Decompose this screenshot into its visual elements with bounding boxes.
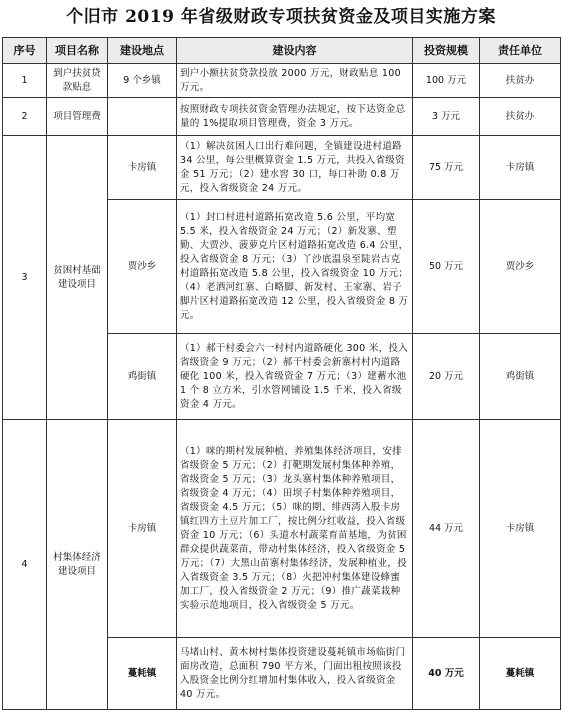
table-row	[3, 98, 561, 136]
row-amount: 20 万元	[413, 334, 480, 420]
page-title: 个旧市 2019 年省级财政专项扶贫资金及项目实施方案	[66, 7, 496, 27]
row-unit: 贾沙乡	[480, 200, 561, 334]
row-unit: 扶贫办	[480, 98, 561, 136]
row-location: 卡房镇	[108, 420, 177, 638]
row-location	[108, 98, 177, 136]
header-location: 建设地点	[108, 38, 177, 64]
row-location: 鸡街镇	[108, 334, 177, 420]
row-amount: 40 万元	[413, 638, 480, 710]
row-seq: 4	[3, 420, 47, 710]
row-unit: 卡房镇	[480, 136, 561, 200]
row-unit: 卡房镇	[480, 420, 561, 638]
header-amount: 投资规模	[413, 38, 480, 64]
row-seq: 3	[3, 136, 47, 420]
row-amount: 75 万元	[413, 136, 480, 200]
row-amount: 44 万元	[413, 420, 480, 638]
row-name: 到户扶贫贷款贴息	[47, 64, 108, 98]
row-name: 贫困村基础建设项目	[47, 136, 108, 420]
row-amount: 50 万元	[413, 200, 480, 334]
row-amount: 100 万元	[413, 64, 480, 98]
header-content: 建设内容	[177, 38, 413, 64]
header-name: 项目名称	[47, 38, 108, 64]
row-location: 卡房镇	[108, 136, 177, 200]
row-content: 按照财政专项扶贫资金管理办法规定，按下达资金总量的 1%提取项目管理费，资金 3 万元。	[177, 98, 413, 136]
row-content: （1）郝干村委会六一村村内道路硬化 300 米，投入省级资金 9 万元；（2）郝干村委会新寨村村内道路硬化 100 米，投入省级资金 7 万元；（3）建蓄水池 1 个 8 立方米，引水管网铺设 1.5 千米，投入省级资金 4 万元。	[177, 334, 413, 420]
row-content: （1）解决贫困人口出行难问题，全镇建设进村道路 34 公里，每公里概算资金 1.5 万元，共投入省级资金 51 万元；（2）建水窖 30 口，每口补助 0.8 万元，投入省级资金 24 万元。	[177, 136, 413, 200]
row-amount: 3 万元	[413, 98, 480, 136]
row-unit: 鸡街镇	[480, 334, 561, 420]
row-unit: 扶贫办	[480, 64, 561, 98]
row-content: （1）咪的期村发展种植、养殖集体经济项目，安排省级资金 5 万元；（2）打靶期发展村集体种养殖，省级资金 5 万元；（3）龙头寨村集体种养殖项目，省级资金 4 万元；（4）田坝子村集体种养殖项目，省级资金 4.5 万元；（5）咪的期、绯西湾入股卡房镇红四方土豆片加工厂，按比例分红收益，投入省级资金 10 万元；（6）头道水村蔬菜育苗基地，为贫困群众提供蔬菜苗，带动村集体经济，投入省级资金 5 万元；（7）大黑山苗寨村集体经济，发展种植业，投入省级资金 3.5 万元；（8）火把冲村集体建设蜂蜜加工厂，投入省级资金 2 万元；（9）推广蔬菜栽种实验示范地项目，投入省级资金 5 万元。	[177, 420, 413, 638]
row-seq: 2	[3, 98, 47, 136]
row-location: 贾沙乡	[108, 200, 177, 334]
row-name: 村集体经济建设项目	[47, 420, 108, 710]
header-unit: 责任单位	[480, 38, 561, 64]
row-name: 项目管理费	[47, 98, 108, 136]
row-content: 马堵山村、黄木树村集体投资建设蔓耗镇市场临街门面房改造，总面积 790 平方米，门面出租按照该投入股资金比例分红增加村集体收入，投入省级资金 40 万元。	[177, 638, 413, 710]
row-content: 到户小额扶贫贷款投放 2000 万元，财政贴息 100 万元。	[177, 64, 413, 98]
header-seq: 序号	[3, 38, 47, 64]
project-table	[2, 37, 561, 710]
table-header-row	[3, 38, 561, 64]
table-row	[3, 64, 561, 98]
row-location: 蔓耗镇	[108, 638, 177, 710]
table-row	[3, 420, 561, 638]
row-unit: 蔓耗镇	[480, 638, 561, 710]
row-seq: 1	[3, 64, 47, 98]
row-content: （1）封口村进村道路拓宽改造 5.6 公里，平均宽 5.5 米，投入省级资金 24 万元；（2）新发寨、塑勤、大贾沙、菠萝克片区村道路拓宽改造 6.4 公里，投入省级资金 8 万元；（3）丫沙底温泉至陡岩古克村道路拓宽改造 5.8 公里，投入省级资金 10 万元；（4）老洒河红寨、白略脚、新发村、王家寨、岩子脚片区村道路拓宽改造 12 公里，投入省级资金 8 万元。	[177, 200, 413, 334]
table-row	[3, 136, 561, 200]
row-location: 9 个乡镇	[108, 64, 177, 98]
